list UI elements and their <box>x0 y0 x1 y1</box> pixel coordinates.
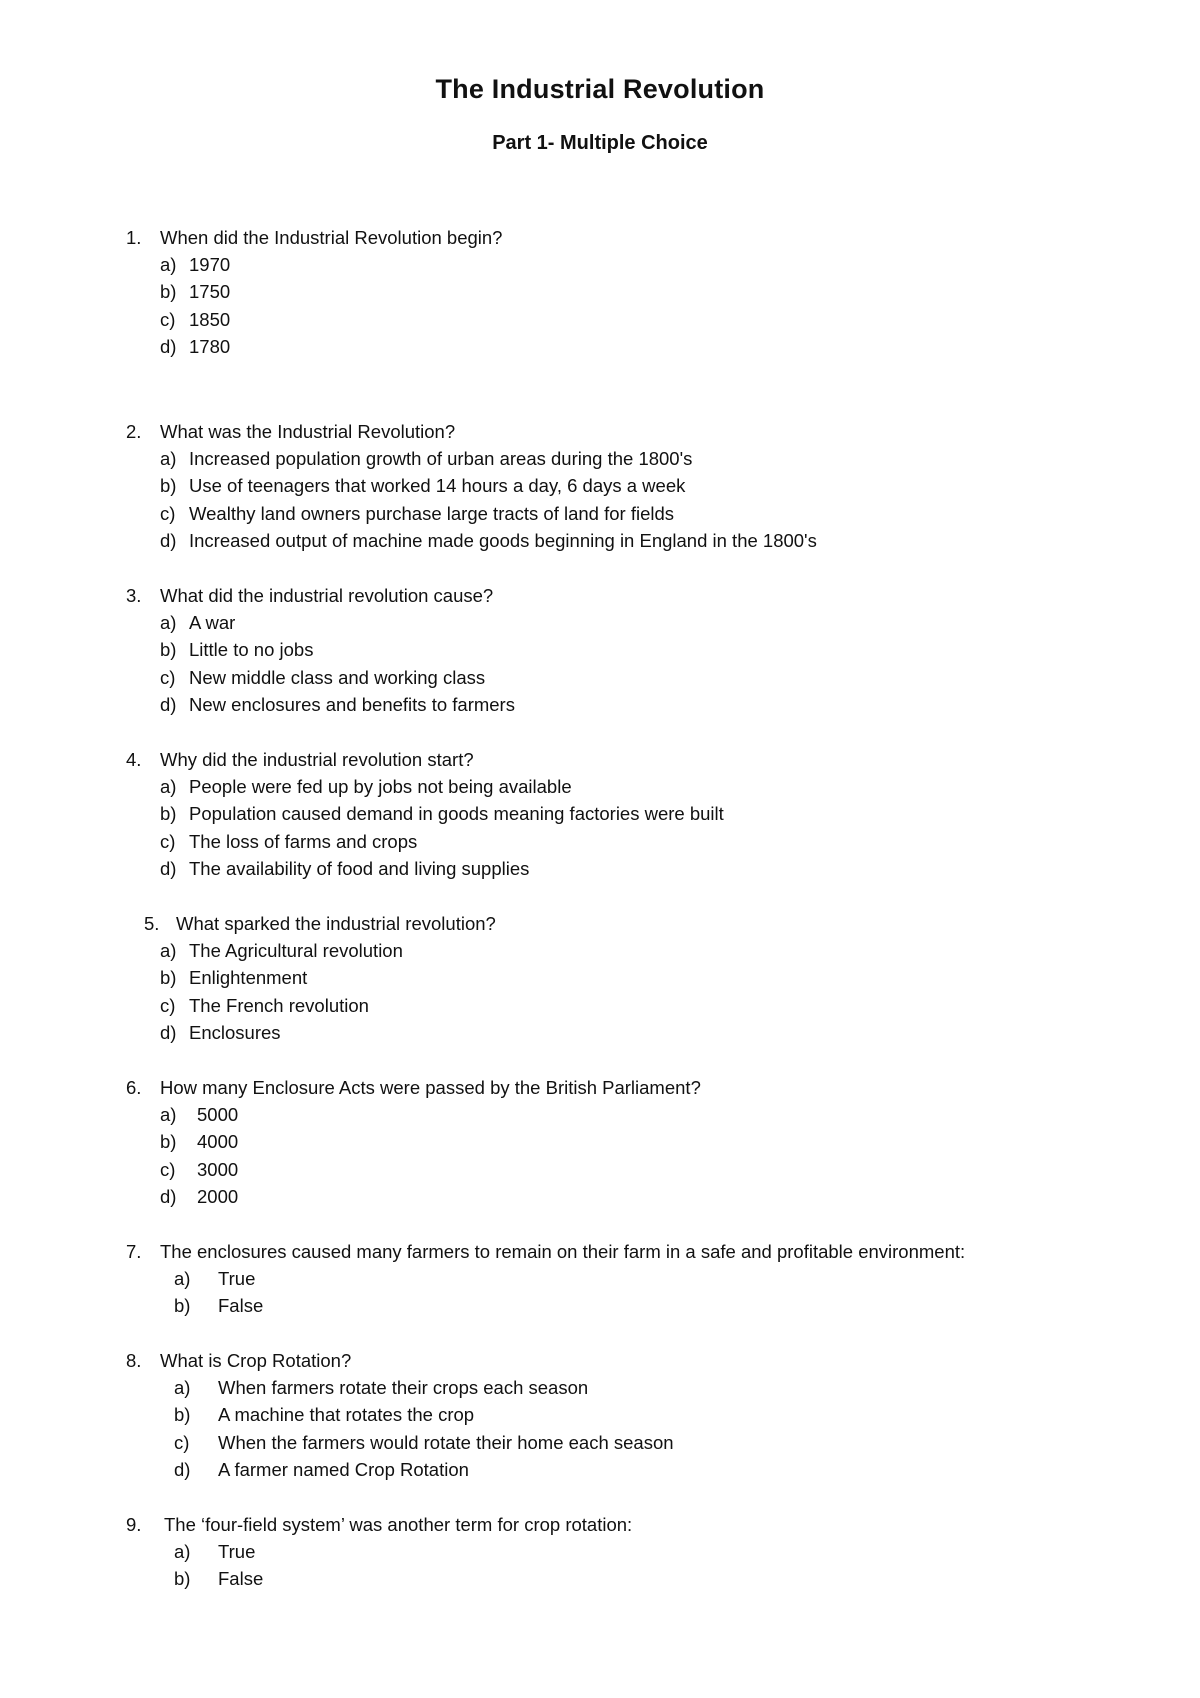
option-c <box>0 1429 1100 1456</box>
option-text: The Agricultural revolution <box>189 940 403 961</box>
option-label: d) <box>160 1185 177 1207</box>
option-a <box>0 609 1100 636</box>
question-text: How many Enclosure Acts were passed by the British Parliament? <box>160 1077 701 1098</box>
question-number: 8. <box>126 1350 142 1371</box>
option-label: d) <box>160 693 177 715</box>
option-label: a) <box>174 1377 191 1398</box>
option-text: Enlightenment <box>189 967 308 989</box>
option-label: c) <box>160 994 176 1016</box>
option-text: Increased output of machine made goods beginning in England in the 1800's <box>189 529 817 551</box>
option-text: Wealthy land owners purchase large tracts of land for fields <box>189 502 675 524</box>
option-text: Use of teenagers that worked 14 hours a day, 6 days a week <box>189 475 686 497</box>
option-text: 4000 <box>197 1131 239 1153</box>
question-text: What is Crop Rotation? <box>160 1350 352 1371</box>
question-number: 3. <box>126 585 142 606</box>
page-title: The Industrial Revolution <box>435 74 765 104</box>
option-a <box>0 1101 1100 1128</box>
option-d <box>0 1183 1100 1210</box>
question-number: 2. <box>126 421 142 442</box>
option-label: c) <box>160 308 176 330</box>
option-text: False <box>218 1295 264 1317</box>
option-text: 1850 <box>189 308 231 330</box>
question-number: 1. <box>126 227 142 248</box>
option-label: c) <box>174 1431 190 1453</box>
option-label: a) <box>160 776 177 797</box>
option-b <box>0 1128 1100 1155</box>
option-label: d) <box>174 1458 191 1480</box>
option-b <box>0 636 1100 663</box>
option-text: 1970 <box>189 254 231 275</box>
option-text: False <box>218 1568 264 1590</box>
option-label: b) <box>160 639 177 661</box>
option-label: a) <box>160 254 177 275</box>
option-label: c) <box>160 666 176 688</box>
question-7 <box>0 1238 1100 1320</box>
option-text: 5000 <box>197 1104 239 1125</box>
option-d <box>0 527 1100 554</box>
question-6 <box>0 1074 1100 1210</box>
option-label: d) <box>160 857 177 879</box>
option-text: People were fed up by jobs not being available <box>189 776 572 797</box>
option-label: d) <box>160 1021 177 1043</box>
question-9 <box>0 1511 1100 1593</box>
question-3 <box>0 582 1100 718</box>
option-d <box>0 855 1100 882</box>
option-b <box>0 964 1100 991</box>
option-a <box>0 1265 1100 1292</box>
option-text: A war <box>189 612 236 633</box>
option-label: a) <box>160 448 177 469</box>
question-text: Why did the industrial revolution start? <box>160 749 474 770</box>
section-subtitle: Part 1- Multiple Choice <box>492 132 708 154</box>
question-text: What did the industrial revolution cause? <box>160 585 494 606</box>
question-text: What sparked the industrial revolution? <box>176 913 496 934</box>
option-label: b) <box>160 1131 177 1153</box>
option-b <box>0 1292 1100 1319</box>
question-text: The enclosures caused many farmers to remain on their farm in a safe and profitable environment: <box>160 1241 966 1262</box>
option-text: The availability of food and living supplies <box>189 857 530 879</box>
question-number: 9. <box>126 1514 142 1535</box>
option-c <box>0 306 1100 333</box>
option-text: Enclosures <box>189 1021 281 1043</box>
option-label: b) <box>174 1568 191 1590</box>
option-label: c) <box>160 830 176 852</box>
question-text: When did the Industrial Revolution begin? <box>160 227 503 248</box>
option-text: New middle class and working class <box>189 666 486 688</box>
option-c <box>0 1156 1100 1183</box>
option-label: a) <box>160 940 177 961</box>
option-label: a) <box>160 1104 177 1125</box>
option-label: a) <box>174 1541 191 1562</box>
option-text: True <box>218 1541 256 1562</box>
option-text: New enclosures and benefits to farmers <box>189 693 515 715</box>
option-b <box>0 278 1100 305</box>
option-label: d) <box>160 335 177 357</box>
option-a <box>0 937 1100 964</box>
option-d <box>0 1019 1100 1046</box>
option-label: b) <box>174 1404 191 1426</box>
option-b <box>0 800 1100 827</box>
option-text: A machine that rotates the crop <box>218 1404 475 1426</box>
option-label: b) <box>160 967 177 989</box>
question-text: The ‘four-field system’ was another term for crop rotation: <box>164 1514 633 1535</box>
question-number: 7. <box>126 1241 142 1262</box>
option-text: 1780 <box>189 335 231 357</box>
option-text: Little to no jobs <box>189 639 314 661</box>
option-text: 1750 <box>189 281 231 303</box>
option-c <box>0 828 1100 855</box>
option-text: 2000 <box>197 1185 239 1207</box>
option-label: b) <box>160 475 177 497</box>
option-text: When the farmers would rotate their home each season <box>218 1431 674 1453</box>
option-a <box>0 773 1100 800</box>
option-a <box>0 1374 1100 1401</box>
question-number: 4. <box>126 749 142 770</box>
option-d <box>0 691 1100 718</box>
option-label: a) <box>160 612 177 633</box>
question-number: 6. <box>126 1077 142 1098</box>
option-text: True <box>218 1268 256 1289</box>
question-1 <box>0 224 1100 360</box>
option-text: A farmer named Crop Rotation <box>218 1458 469 1480</box>
option-label: c) <box>160 1158 176 1180</box>
option-text: When farmers rotate their crops each season <box>218 1377 589 1398</box>
option-text: The French revolution <box>189 994 369 1016</box>
option-c <box>0 992 1100 1019</box>
option-c <box>0 500 1100 527</box>
option-label: a) <box>174 1268 191 1289</box>
option-label: c) <box>160 502 176 524</box>
option-a <box>0 445 1100 472</box>
option-c <box>0 664 1100 691</box>
option-text: 3000 <box>197 1158 239 1180</box>
option-d <box>0 1456 1100 1483</box>
question-text: What was the Industrial Revolution? <box>160 421 456 442</box>
option-text: The loss of farms and crops <box>189 830 418 852</box>
question-number: 5. <box>144 913 160 934</box>
question-4 <box>0 746 1100 882</box>
option-a <box>0 1538 1100 1565</box>
option-b <box>0 1401 1100 1428</box>
option-text: Population caused demand in goods meaning factories were built <box>189 803 724 825</box>
option-b <box>0 472 1100 499</box>
option-label: b) <box>160 281 177 303</box>
option-d <box>0 333 1100 360</box>
option-b <box>0 1565 1100 1592</box>
question-8 <box>0 1347 1100 1483</box>
option-label: b) <box>160 803 177 825</box>
question-5 <box>0 910 1100 1046</box>
option-label: b) <box>174 1295 191 1317</box>
option-text: Increased population growth of urban areas during the 1800's <box>189 448 693 469</box>
option-a <box>0 251 1100 278</box>
option-label: d) <box>160 529 177 551</box>
question-2 <box>0 418 1100 554</box>
